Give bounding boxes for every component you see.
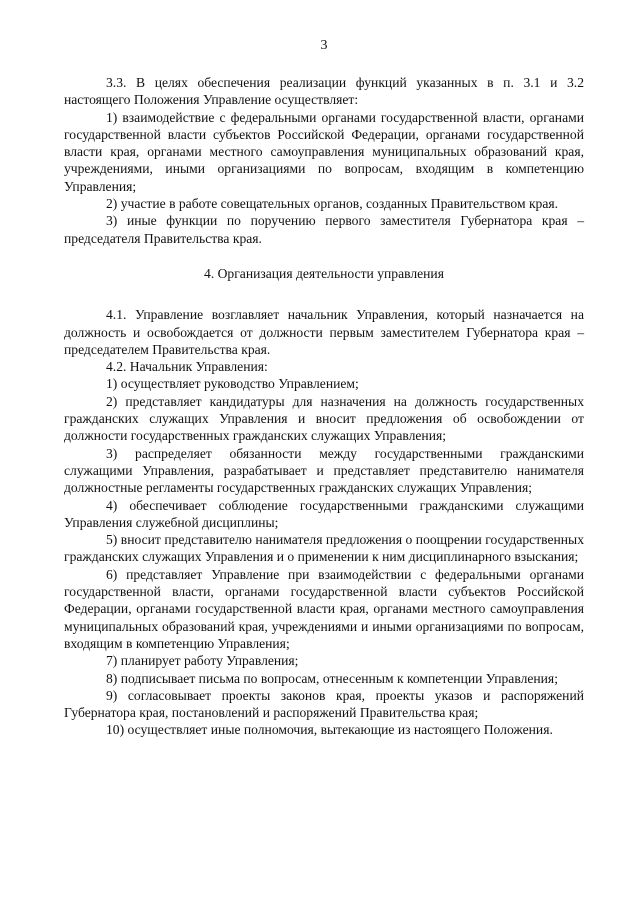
paragraph-3-3-item-2: 2) участие в работе совещательных органов, созданных Правительством края. [106,196,559,212]
paragraph-4-2-item-4: 4) обеспечивает соблюдение государственными гражданскими служащими Управления служебной дисциплины; [64,497,584,530]
section-3-body [64,74,584,247]
paragraph-4-2-item-7: 7) планирует работу Управления; [106,653,299,669]
paragraph-4-1: 4.1. Управление возглавляет начальник Управления, который назначается на должность и освобождается от должности первым заместителем Губернатора края – председателем Правительства края. [64,307,584,357]
paragraph-4-2-item-1: 1) осуществляет руководство Управлением; [106,376,359,392]
paragraph-4-2-item-5: 5) вносит представителю нанимателя предложения о поощрении государственных гражданских служащих Управления и о применении к ним дисциплинарного взыскания; [64,532,584,565]
paragraph-4-2-item-9: 9) согласовывает проекты законов края, проекты указов и распоряжений Губернатора края, постановлений и распоряжений Правительства края; [64,687,584,721]
paragraph-3-3: 3.3. В целях обеспечения реализации функций указанных в п. 3.1 и 3.2 настоящего Положения Управление осуществляет: [64,75,584,108]
paragraph-4-2: 4.2. Начальник Управления: [106,359,268,375]
paragraph-4-2-item-6: 6) представляет Управление при взаимодействии с федеральными органами государственной власти, органами государственной власти субъектов Российской Федерации, органами государственной власти края, органами местного самоуправления муниципальных образований края, учреждениями и иными организациями по вопросам, входящим в компетенцию Управления; [64,566,584,651]
section-4-heading: 4. Организация деятельности управления [204,265,444,281]
paragraph-3-3-item-3: 3) иные функции по поручению первого заместителя Губернатора края – председателя Правительства края. [64,213,584,246]
section-4-body [64,306,584,738]
paragraph-4-2-item-2: 2) представляет кандидатуры для назначения на должность государственных гражданских служащих Управления и вносит предложения об освобождении от должности государственных гражданских служащих Управления; [64,393,584,444]
paragraph-4-2-item-10: 10) осуществляет иные полномочия, вытекающие из настоящего Положения. [106,722,553,738]
paragraph-4-2-item-8: 8) подписывает письма по вопросам, отнесенным к компетенции Управления; [106,670,558,686]
paragraph-4-2-item-3: 3) распределяет обязанности между государственными гражданскими служащими Управления, разрабатывает и представляет представителю нанимателя должностные регламенты государственных гражданских служащих Управления; [64,445,584,496]
page-number: 3 [320,38,328,53]
paragraph-3-3-item-1: 1) взаимодействие с федеральными органами государственной власти, органами государственной власти субъектов Российской Федерации, органами государственной власти края, органами местного самоуправления муниципальных образований края, учреждениями, иными организациями по вопросам, входящим в компетенцию Управления; [64,109,584,194]
